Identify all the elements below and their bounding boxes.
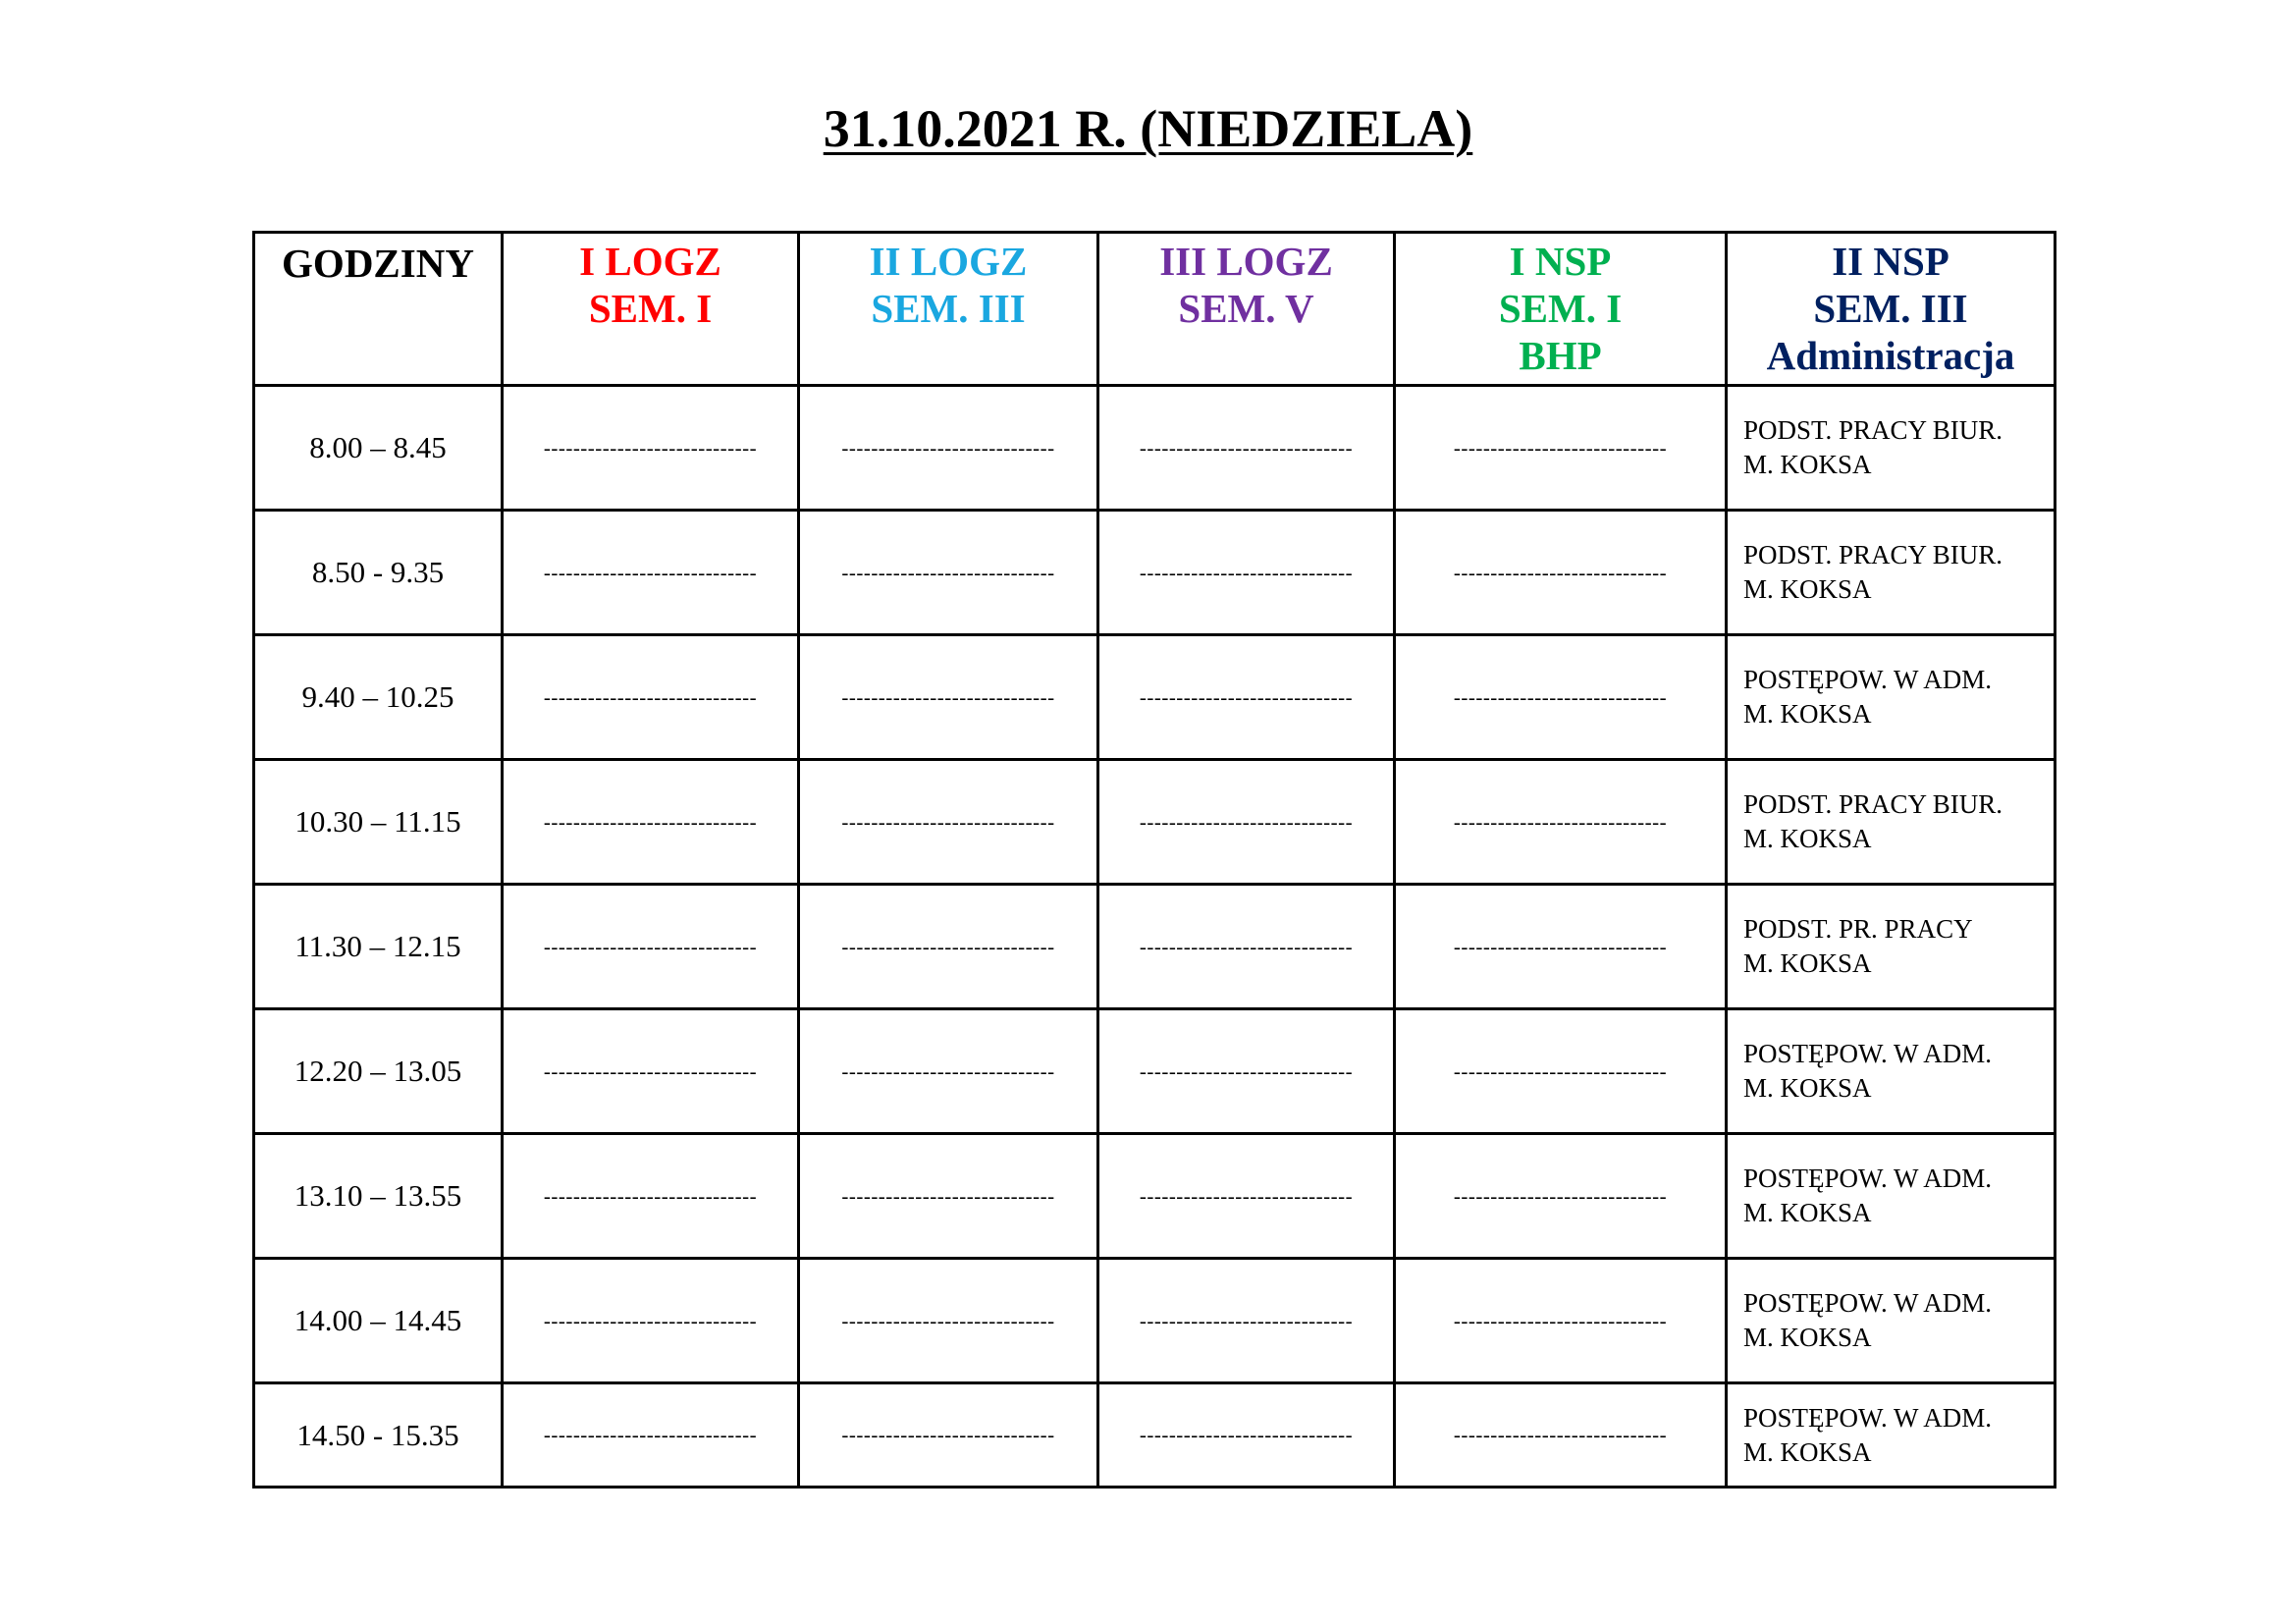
time-slot: 10.30 – 11.15 [254,760,503,885]
teacher-name: M. KOKSA [1743,824,1872,853]
empty-cell: ----------------------------- [1395,1383,1727,1488]
teacher-name: M. KOKSA [1743,1323,1872,1352]
empty-cell: ----------------------------- [1098,1134,1395,1259]
empty-cell: ----------------------------- [503,635,799,760]
empty-cell: ----------------------------- [503,1134,799,1259]
column-header-line: SEM. V [1178,286,1314,331]
subject-cell [1727,1259,2056,1383]
subject-cell [1727,760,2056,885]
column-header-line: II LOGZ [869,239,1028,284]
column-header-i-logz [503,233,799,386]
empty-cell: ----------------------------- [799,511,1098,635]
table-row [254,386,2056,511]
empty-cell: ----------------------------- [503,1259,799,1383]
subject-cell [1727,885,2056,1009]
empty-cell: ----------------------------- [503,386,799,511]
column-header-line: GODZINY [282,241,474,286]
empty-cell: ----------------------------- [1395,511,1727,635]
empty-cell: ----------------------------- [799,760,1098,885]
column-header-line: I NSP [1509,239,1612,284]
empty-cell: ----------------------------- [503,1383,799,1488]
empty-cell: ----------------------------- [1098,1009,1395,1134]
empty-cell: ----------------------------- [1395,760,1727,885]
time-slot: 11.30 – 12.15 [254,885,503,1009]
column-header-line: SEM. III [1813,286,1968,331]
time-slot: 14.50 - 15.35 [254,1383,503,1488]
teacher-name: M. KOKSA [1743,699,1872,729]
empty-cell: ----------------------------- [503,760,799,885]
empty-cell: ----------------------------- [1395,1259,1727,1383]
empty-cell: ----------------------------- [1098,885,1395,1009]
teacher-name: M. KOKSA [1743,1436,1872,1467]
subject-cell [1727,386,2056,511]
subject-name: POSTĘPOW. W ADM. [1743,1039,1993,1068]
subject-name: POSTĘPOW. W ADM. [1743,665,1993,694]
teacher-name: M. KOKSA [1743,574,1872,604]
teacher-name: M. KOKSA [1743,1198,1872,1227]
empty-cell: ----------------------------- [503,885,799,1009]
column-header-ii-nsp [1727,233,2056,386]
empty-cell: ----------------------------- [799,1383,1098,1488]
empty-cell: ----------------------------- [799,1134,1098,1259]
table-row [254,760,2056,885]
column-header-hours [254,233,503,386]
schedule-table [252,231,2056,1489]
subject-cell [1727,1009,2056,1134]
empty-cell: ----------------------------- [1098,1383,1395,1488]
table-row [254,635,2056,760]
column-header-iii-logz [1098,233,1395,386]
empty-cell: ----------------------------- [1395,1134,1727,1259]
empty-cell: ----------------------------- [1395,386,1727,511]
empty-cell: ----------------------------- [1098,635,1395,760]
column-header-line: I LOGZ [579,239,721,284]
empty-cell: ----------------------------- [1395,1009,1727,1134]
empty-cell: ----------------------------- [1098,511,1395,635]
column-header-line: SEM. I [588,286,713,331]
subject-cell [1727,1383,2056,1488]
empty-cell: ----------------------------- [799,1259,1098,1383]
table-row [254,1259,2056,1383]
empty-cell: ----------------------------- [1098,1259,1395,1383]
table-row [254,885,2056,1009]
table-row [254,1009,2056,1134]
column-header-line: SEM. I [1498,286,1623,331]
column-header-i-nsp [1395,233,1727,386]
header-row [254,233,2056,386]
subject-cell [1727,635,2056,760]
empty-cell: ----------------------------- [503,1009,799,1134]
teacher-name: M. KOKSA [1743,948,1872,978]
empty-cell: ----------------------------- [799,386,1098,511]
column-header-line: BHP [1519,333,1602,378]
subject-name: POSTĘPOW. W ADM. [1743,1402,1993,1433]
page-title: 31.10.2021 R. (NIEDZIELA) [823,99,1473,158]
subject-name: PODST. PRACY BIUR. [1743,540,2003,569]
empty-cell: ----------------------------- [799,1009,1098,1134]
column-header-ii-logz [799,233,1098,386]
time-slot: 14.00 – 14.45 [254,1259,503,1383]
teacher-name: M. KOKSA [1743,450,1872,479]
subject-name: PODST. PR. PRACY [1743,914,1973,944]
time-slot: 9.40 – 10.25 [254,635,503,760]
schedule-body [254,386,2056,1488]
table-row [254,1383,2056,1488]
empty-cell: ----------------------------- [1098,760,1395,885]
column-header-line: SEM. III [871,286,1026,331]
empty-cell: ----------------------------- [503,511,799,635]
column-header-line: II NSP [1832,239,1949,284]
column-header-line: Administracja [1766,333,2015,378]
empty-cell: ----------------------------- [799,885,1098,1009]
time-slot: 12.20 – 13.05 [254,1009,503,1134]
table-row [254,1134,2056,1259]
subject-cell [1727,1134,2056,1259]
column-header-line: III LOGZ [1159,239,1333,284]
teacher-name: M. KOKSA [1743,1073,1872,1103]
empty-cell: ----------------------------- [1395,885,1727,1009]
subject-name: POSTĘPOW. W ADM. [1743,1164,1993,1193]
subject-cell [1727,511,2056,635]
subject-name: PODST. PRACY BIUR. [1743,415,2003,445]
empty-cell: ----------------------------- [799,635,1098,760]
table-row [254,511,2056,635]
time-slot: 8.00 – 8.45 [254,386,503,511]
empty-cell: ----------------------------- [1098,386,1395,511]
empty-cell: ----------------------------- [1395,635,1727,760]
time-slot: 8.50 - 9.35 [254,511,503,635]
subject-name: PODST. PRACY BIUR. [1743,789,2003,819]
subject-name: POSTĘPOW. W ADM. [1743,1288,1993,1318]
time-slot: 13.10 – 13.55 [254,1134,503,1259]
